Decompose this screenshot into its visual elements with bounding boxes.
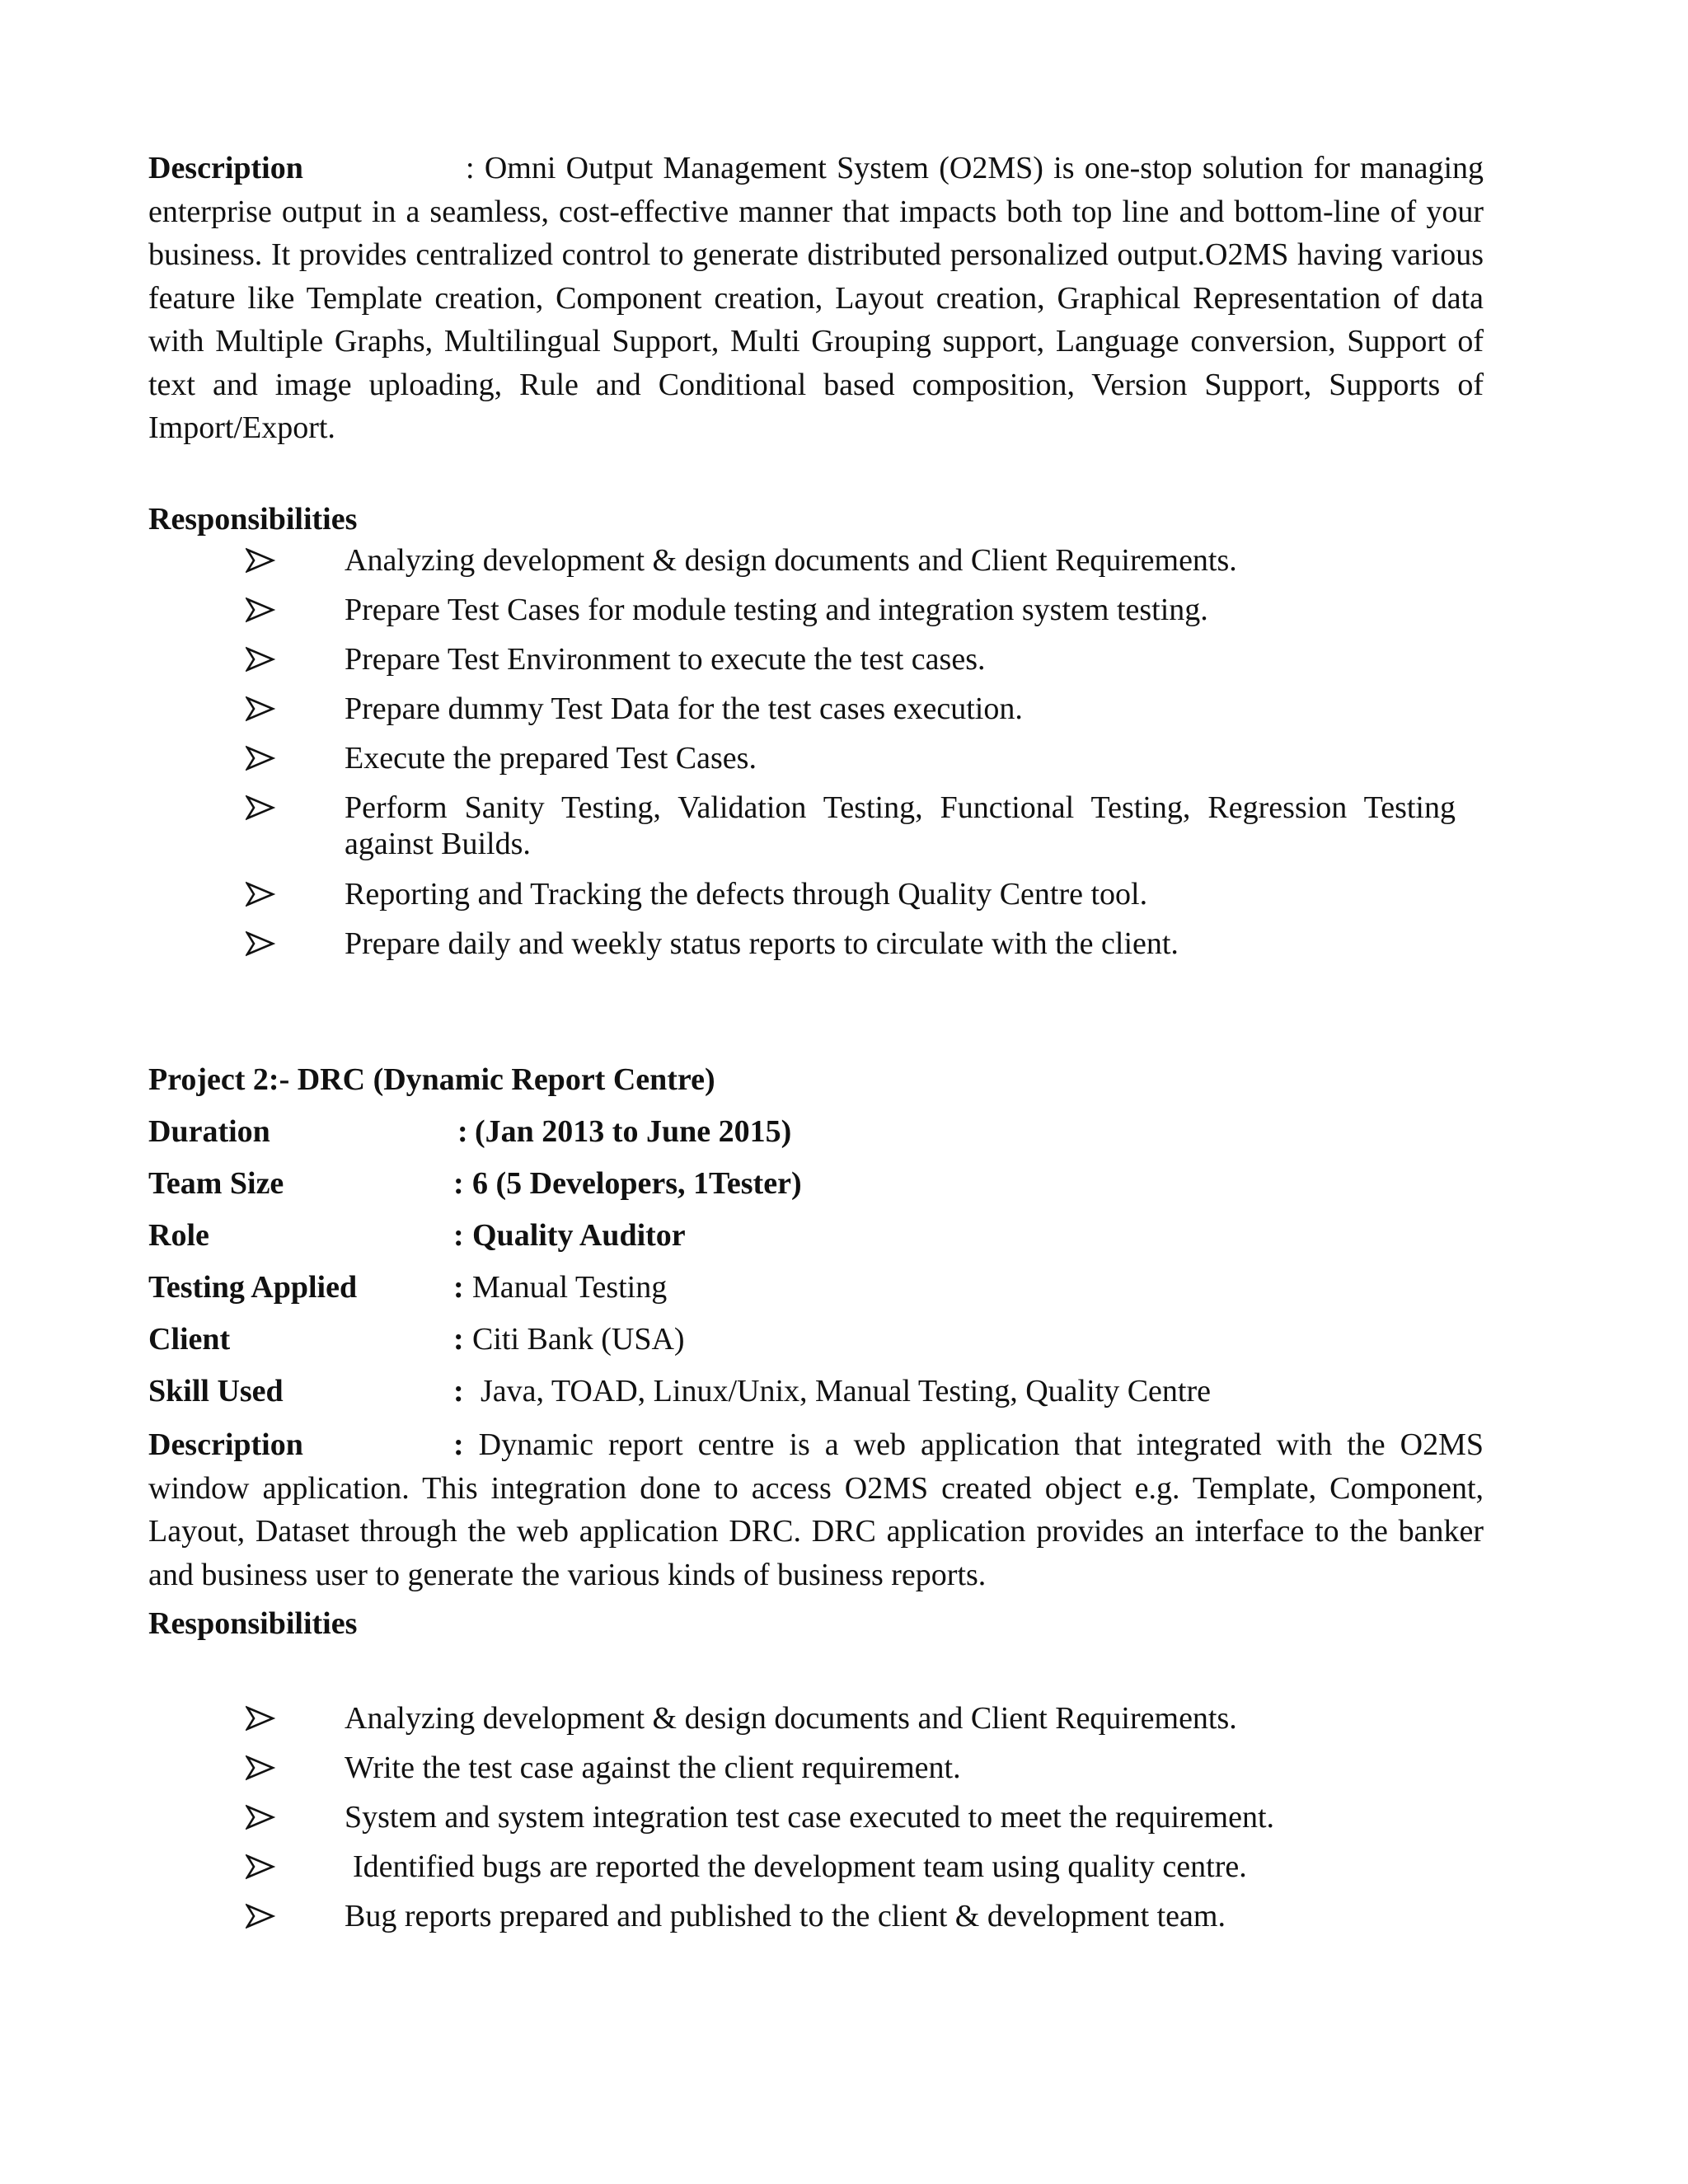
project2-field-role [148,1216,1484,1254]
bullet-text: Perform Sanity Testing, Validation Testing, Functional Testing, Regression Testing against Builds. [345,790,1456,861]
project2-description [148,1423,1484,1596]
field-colon: : [453,1166,464,1201]
field-value: Java, TOAD, Linux/Unix, Manual Testing, Quality Centre [481,1374,1212,1408]
field-colon: : [453,1374,464,1408]
arrow-bullet-icon [246,592,275,628]
field-colon: : [453,1218,464,1253]
arrow-bullet-icon [246,542,275,579]
bullet-text: Prepare Test Cases for module testing and integration system testing. [345,593,1208,627]
arrow-bullet-icon [246,876,275,912]
arrow-bullet-icon [246,740,275,776]
field-colon: : [453,1322,464,1357]
project1-description-text: Omni Output Management System (O2MS) is one-stop solution for managing enterprise output in a seamless, cost-effective manner that impacts both top line and bottom-line of your business. It provides centralized control to generate distributed personalized output.O2MS having various feature like Template creation, Component creation, Layout creation, Graphical Representation of data with Multiple Graphs, Multilingual Support, Multi Grouping support, Language conversion, Support of text and image uploading, Rule and Conditional based composition, Version Support, Supports of Import/Export. [148,151,1484,445]
project2-field-team-size [148,1165,1484,1202]
bullet-text: Bug reports prepared and published to the client & development team. [345,1899,1226,1933]
arrow-bullet-icon [246,1750,275,1786]
arrow-bullet-icon [246,790,275,826]
arrow-bullet-icon [246,641,275,677]
project2-description-text: Dynamic report centre is a web application that integrated with the O2MS window application. This integration done to access O2MS created object e.g. Template, Component, Layout, Dataset through the web application DRC. DRC application provides an interface to the banker and business user to generate the various kinds of business reports. [148,1427,1484,1592]
arrow-bullet-icon [246,691,275,727]
project2-description-label: Description [148,1427,303,1462]
bullet-text: Prepare Test Environment to execute the test cases. [345,642,986,677]
field-value: 6 (5 Developers, 1Tester) [472,1166,802,1201]
project2-description-colon: : [453,1427,464,1462]
field-label: Client [148,1322,231,1357]
field-value: Citi Bank (USA) [472,1322,685,1357]
bullet-text: Execute the prepared Test Cases. [345,741,757,776]
bullet-text: Analyzing development & design documents and Client Requirements. [345,1701,1237,1736]
arrow-bullet-icon [246,1898,275,1934]
project2-field-testing-applied [148,1268,1484,1306]
project1-description-colon: : [466,151,475,185]
bullet-text: Prepare dummy Test Data for the test cases execution. [345,691,1023,726]
field-value: Quality Auditor [472,1218,686,1253]
project2-responsibilities-heading: Responsibilities [148,1606,358,1641]
field-label: Duration [148,1114,270,1149]
bullet-text: Write the test case against the client requirement. [345,1750,961,1785]
project1-description [148,147,1484,450]
bullet-text: Reporting and Tracking the defects through Quality Centre tool. [345,877,1148,912]
field-colon: : [457,1114,468,1149]
field-label: Team Size [148,1166,284,1201]
arrow-bullet-icon [246,1799,275,1835]
project2-field-client [148,1320,1484,1358]
project2-field-skill-used [148,1372,1484,1410]
project1-responsibilities-heading: Responsibilities [148,502,358,537]
arrow-bullet-icon [246,926,275,962]
bullet-text: Analyzing development & design documents and Client Requirements. [345,543,1237,578]
bullet-text: Identified bugs are reported the development team using quality centre. [353,1849,1247,1884]
field-value: (Jan 2013 to June 2015) [475,1114,792,1149]
bullet-text: Prepare daily and weekly status reports to circulate with the client. [345,926,1179,961]
project2-title: Project 2:- DRC (Dynamic Report Centre) [148,1062,715,1097]
field-label: Skill Used [148,1374,284,1408]
field-label: Testing Applied [148,1270,358,1305]
field-label: Role [148,1218,209,1253]
project1-description-label: Description [148,151,303,185]
project2-field-duration [148,1113,1484,1151]
bullet-text: System and system integration test case executed to meet the requirement. [345,1800,1275,1835]
field-colon: : [453,1270,464,1305]
arrow-bullet-icon [246,1849,275,1885]
arrow-bullet-icon [246,1700,275,1736]
field-value: Manual Testing [472,1270,668,1305]
